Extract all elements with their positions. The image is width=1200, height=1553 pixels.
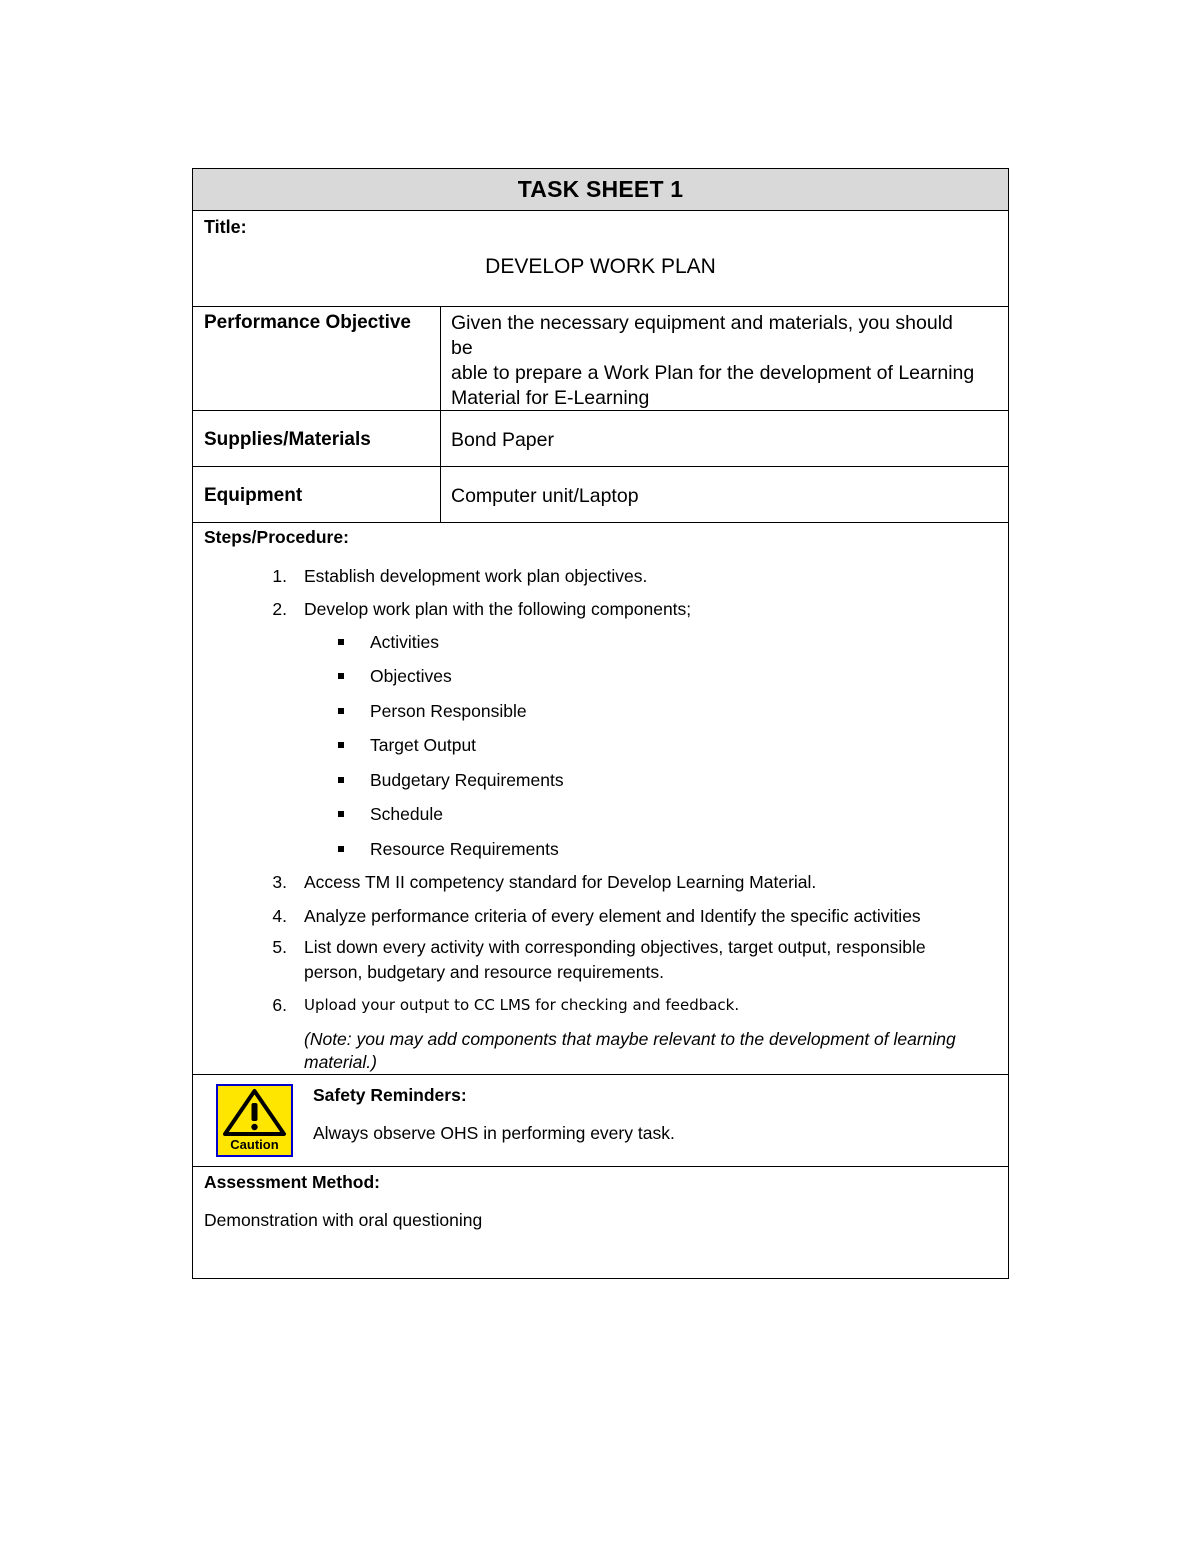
component-text: Resource Requirements — [370, 839, 559, 859]
bullet-icon — [338, 708, 344, 714]
caution-label: Caution — [230, 1137, 279, 1152]
safety-reminders-label: Safety Reminders: — [313, 1085, 467, 1105]
component-text: Person Responsible — [370, 701, 527, 721]
step-text: Upload your output to CC LMS for checking and feedback. — [304, 996, 740, 1014]
safety-section — [193, 1074, 1008, 1166]
step-number: 1. — [272, 566, 287, 586]
component-text: Target Output — [370, 735, 477, 755]
task-sheet-title: TASK SHEET 1 — [517, 176, 684, 202]
step-number: 4. — [272, 906, 287, 926]
bullet-icon — [338, 673, 344, 679]
task-sheet-header — [193, 169, 1008, 210]
assessment-section — [193, 1166, 1008, 1278]
step-number: 3. — [272, 872, 287, 892]
component-text: Activities — [370, 632, 440, 652]
bullet-icon — [338, 777, 344, 783]
component-text: Objectives — [370, 666, 452, 686]
performance-objective-line: be — [451, 337, 473, 359]
note-line: material.) — [304, 1052, 377, 1072]
performance-objective-label: Performance Objective — [193, 307, 441, 410]
supplies-row — [193, 410, 1008, 466]
component-text: Schedule — [370, 804, 443, 824]
note-line: (Note: you may add components that maybe relevant to the development of learning — [304, 1029, 956, 1049]
steps-section — [193, 522, 1008, 1074]
performance-objective-row — [193, 306, 1008, 410]
title-section — [193, 210, 1008, 306]
step-text: List down every activity with corresponding objectives, target output, responsible — [304, 937, 926, 957]
steps-label: Steps/Procedure: — [204, 527, 349, 547]
equipment-value: Computer unit/Laptop — [451, 485, 639, 507]
equipment-row — [193, 466, 1008, 522]
step-text: person, budgetary and resource requirements. — [304, 962, 664, 982]
performance-objective-value — [441, 307, 1008, 410]
performance-objective-line: Given the necessary equipment and materials, you should — [451, 312, 953, 334]
task-sheet — [192, 168, 1009, 1279]
supplies-value: Bond Paper — [451, 429, 554, 451]
equipment-label: Equipment — [193, 467, 441, 522]
performance-objective-line: Material for E-Learning — [451, 387, 650, 409]
step-text: Develop work plan with the following components; — [304, 599, 692, 619]
assessment-method-label: Assessment Method: — [204, 1172, 381, 1192]
caution-icon — [216, 1084, 293, 1157]
step-text: Establish development work plan objectives. — [304, 566, 648, 586]
assessment-method-text: Demonstration with oral questioning — [204, 1210, 483, 1230]
step-text: Analyze performance criteria of every element and Identify the specific activities — [304, 906, 921, 926]
bullet-icon — [338, 639, 344, 645]
performance-objective-line: able to prepare a Work Plan for the development of Learning — [451, 362, 975, 384]
step-number: 6. — [272, 995, 287, 1015]
title-label: Title: — [204, 217, 247, 237]
step-number: 2. — [272, 599, 287, 619]
step-text: Access TM II competency standard for Develop Learning Material. — [304, 872, 817, 892]
bullet-icon — [338, 742, 344, 748]
step-number: 5. — [272, 937, 287, 957]
component-text: Budgetary Requirements — [370, 770, 564, 790]
bullet-icon — [338, 811, 344, 817]
supplies-label: Supplies/Materials — [193, 411, 441, 466]
bullet-icon — [338, 846, 344, 852]
title-value: DEVELOP WORK PLAN — [485, 255, 716, 278]
safety-reminders-text: Always observe OHS in performing every task. — [313, 1123, 675, 1143]
